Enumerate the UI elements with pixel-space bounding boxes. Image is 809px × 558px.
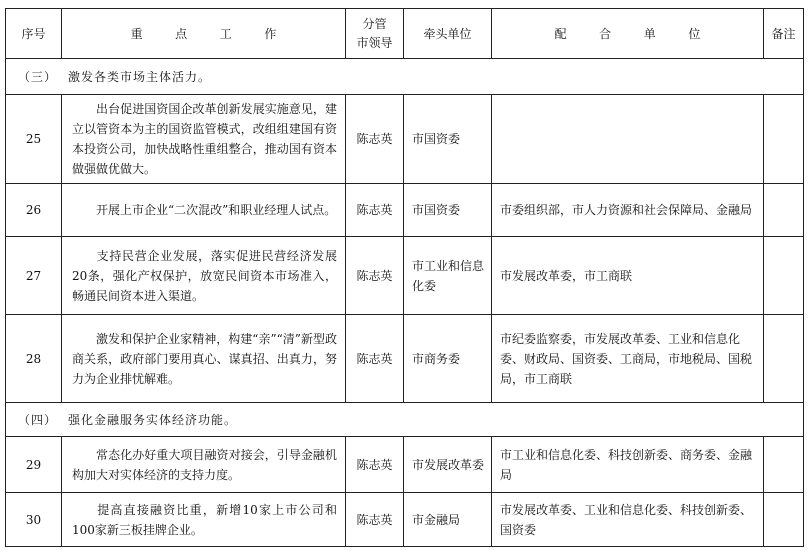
row-note <box>764 315 804 403</box>
row-note <box>764 237 804 315</box>
section-cell <box>6 403 804 437</box>
row-work <box>62 437 346 493</box>
row-leader: 陈志英 <box>346 237 404 315</box>
table-row <box>6 315 804 403</box>
row-work <box>62 493 346 547</box>
section-row <box>6 403 804 437</box>
row-leader: 陈志英 <box>346 95 404 184</box>
row-work-text: 常态化办好重大项目融资对接会，引导金融机构加大对实体经济的支持力度。 <box>72 447 337 482</box>
table-header-row <box>6 9 804 59</box>
row-lead-unit: 市发展改革委 <box>404 437 492 493</box>
row-work-text: 支持民营企业发展，落实促进民营经济发展20条，强化产权保护，放宽民间资本市场准入，畅通民间资本进入渠道。 <box>72 248 337 303</box>
row-no: 27 <box>6 237 62 315</box>
section-label: （四） <box>18 412 58 427</box>
header-partner-text: 配 合 单 位 <box>554 26 715 41</box>
section-title: 强化金融服务实体经济功能。 <box>68 412 238 427</box>
row-partner <box>492 95 764 184</box>
row-lead-unit: 市金融局 <box>404 493 492 547</box>
row-work <box>62 237 346 315</box>
row-work <box>62 95 346 184</box>
row-leader: 陈志英 <box>346 493 404 547</box>
table-row <box>6 184 804 237</box>
section-title: 激发各类市场主体活力。 <box>68 69 212 84</box>
row-partner: 市发展改革委，市工商联 <box>492 237 764 315</box>
section-row <box>6 59 804 95</box>
row-leader: 陈志英 <box>346 315 404 403</box>
row-no: 28 <box>6 315 62 403</box>
header-no: 序号 <box>6 9 62 59</box>
header-lead-unit: 牵头单位 <box>404 9 492 59</box>
row-no: 25 <box>6 95 62 184</box>
work-task-table <box>5 8 804 547</box>
header-note: 备注 <box>764 9 804 59</box>
row-leader: 陈志英 <box>346 184 404 237</box>
row-work-text: 开展上市企业“二次混改”和职业经理人试点。 <box>96 203 337 217</box>
row-work-text: 出台促进国资国企改革创新发展实施意见，建立以管资本为主的国资监管模式，改组组建国有资本投资公司，加快战略性重组整合，推动国有资本做强做优做大。 <box>72 102 337 176</box>
row-note <box>764 493 804 547</box>
row-no: 26 <box>6 184 62 237</box>
header-work-text: 重 点 工 作 <box>130 26 291 41</box>
row-lead-unit: 市工业和信息化委 <box>404 237 492 315</box>
table-row <box>6 493 804 547</box>
row-leader: 陈志英 <box>346 437 404 493</box>
row-work-text: 提高直接融资比重，新增10家上市公司和100家新三板挂牌企业。 <box>72 502 337 537</box>
row-partner: 市工业和信息化委、科技创新委、商务委、金融局 <box>492 437 764 493</box>
row-partner: 市发展改革委、工业和信息化委、科技创新委、国资委 <box>492 493 764 547</box>
row-note <box>764 437 804 493</box>
row-note <box>764 95 804 184</box>
header-partner <box>492 9 764 59</box>
section-cell <box>6 59 804 95</box>
table-row <box>6 237 804 315</box>
row-work-text: 激发和保护企业家精神，构建“亲”“清”新型政商关系，政府部门要用真心、谋真招、出真力，努力为企业排忧解难。 <box>72 331 337 386</box>
row-partner: 市纪委监察委，市发展改革委、工业和信息化委、财政局、国资委、工商局，市地税局、国税局，市工商联 <box>492 315 764 403</box>
row-partner: 市委组织部，市人力资源和社会保障局、金融局 <box>492 184 764 237</box>
row-lead-unit: 市国资委 <box>404 95 492 184</box>
section-label: （三） <box>18 69 58 84</box>
header-leader: 分管 市领导 <box>346 9 404 59</box>
table-row <box>6 95 804 184</box>
row-no: 29 <box>6 437 62 493</box>
row-note <box>764 184 804 237</box>
row-no: 30 <box>6 493 62 547</box>
row-lead-unit: 市商务委 <box>404 315 492 403</box>
row-work <box>62 315 346 403</box>
row-work <box>62 184 346 237</box>
table-row <box>6 437 804 493</box>
row-lead-unit: 市国资委 <box>404 184 492 237</box>
header-work <box>62 9 346 59</box>
